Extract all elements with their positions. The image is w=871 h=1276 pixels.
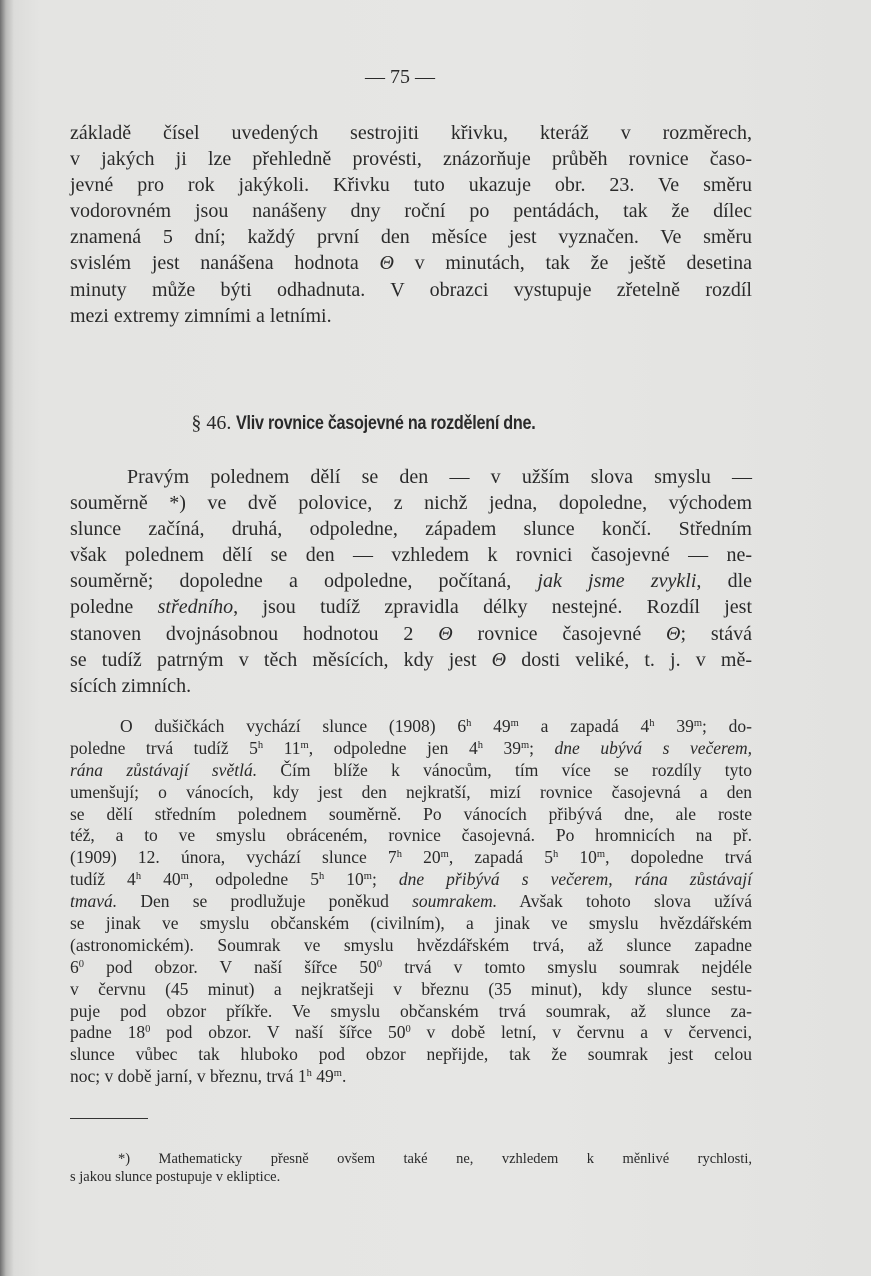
superscript-unit: h bbox=[135, 871, 142, 883]
text-run: 39 bbox=[654, 716, 694, 736]
text-run: 20 bbox=[401, 847, 441, 868]
text-line bbox=[70, 1001, 752, 1023]
superscript-unit: m bbox=[333, 1068, 342, 1080]
text-run: v době letní, v červnu a v červenci, bbox=[410, 1022, 753, 1043]
superscript-unit: h bbox=[477, 740, 483, 752]
text-line bbox=[70, 303, 752, 329]
paragraph-intro bbox=[70, 120, 752, 329]
paragraph-twilight-small-print bbox=[70, 716, 752, 1088]
text-line bbox=[70, 146, 752, 172]
text-run: souměrně; dopoledne a odpoledne, počítaná, bbox=[70, 570, 538, 593]
text-line bbox=[70, 825, 752, 847]
superscript-unit: m bbox=[520, 740, 530, 752]
superscript-unit: 0 bbox=[78, 959, 84, 971]
footnote bbox=[70, 1150, 752, 1186]
text-run: a zapadá 4 bbox=[518, 716, 650, 736]
text-line bbox=[70, 760, 752, 782]
superscript-unit: m bbox=[180, 871, 189, 883]
text-run: se dělí středním polednem souměrně. Po vánocích přibývá dne, ale roste bbox=[70, 803, 752, 824]
text-run: v jakých ji lze přehledně provésti, znázorňuje průběh rovnice časo- bbox=[70, 148, 752, 171]
superscript-unit: h bbox=[257, 740, 264, 752]
text-run: 10 bbox=[324, 869, 364, 890]
text-line bbox=[70, 716, 752, 738]
text-run: v červnu (45 minut) a nejkratšeji v březnu (35 minut), kdy slunce sestu- bbox=[70, 978, 752, 999]
superscript-unit: h bbox=[649, 718, 655, 730]
text-run: s jakou slunce postupuje v ekliptice. bbox=[70, 1169, 281, 1185]
italic-text: rána zůstávají světlá. bbox=[70, 759, 258, 780]
text-run: se jinak ve smyslu občanském (civilním), a jinak ve smyslu hvězdářském bbox=[70, 913, 752, 934]
text-run: ; stává bbox=[680, 622, 752, 645]
text-run: , jsou tudíž zpravidla délky nestejné. Rozdíl jest bbox=[233, 596, 752, 619]
text-run: 49 bbox=[311, 1066, 334, 1087]
text-run: se tudíž patrným v těch měsících, kdy jest bbox=[70, 648, 492, 671]
text-run: jevné pro rok jakýkoli. Křivku tuto ukazuje obr. 23. Ve směru bbox=[70, 174, 752, 197]
text-run: znamená 5 dní; každý první den měsíce jest vyznačen. Ve směru bbox=[70, 226, 752, 249]
text-line bbox=[70, 277, 752, 303]
text-run: mezi extremy zimními a letními. bbox=[70, 304, 332, 327]
section-number: § 46. bbox=[191, 412, 232, 434]
text-run: tudíž 4 bbox=[70, 869, 136, 890]
superscript-unit: 0 bbox=[376, 959, 383, 971]
superscript-unit: h bbox=[318, 871, 325, 883]
text-run: svislém jest nanášena hodnota bbox=[70, 252, 380, 275]
text-run: ; do- bbox=[702, 716, 752, 736]
text-run: , odpoledne jen 4 bbox=[308, 737, 478, 758]
text-line bbox=[70, 847, 752, 869]
text-run: vodorovném jsou nanášeny dny roční po pentádách, tak že dílec bbox=[70, 200, 752, 223]
italic-text: Θ bbox=[379, 252, 394, 275]
text-run: 10 bbox=[558, 847, 597, 868]
text-run: základě čísel uvedených sestrojiti křivku, kteráž v rozměrech, bbox=[70, 122, 752, 144]
text-line bbox=[70, 673, 752, 699]
text-run: poledne trvá tudíž 5 bbox=[70, 737, 258, 758]
text-line bbox=[70, 568, 752, 594]
superscript-unit: m bbox=[693, 718, 703, 730]
footnote-divider bbox=[70, 1118, 148, 1119]
text-line bbox=[70, 869, 752, 891]
text-run: však polednem dělí se den — vzhledem k rovnici časojevné — ne- bbox=[70, 544, 752, 567]
italic-text: Θ bbox=[491, 648, 507, 671]
superscript-unit: 0 bbox=[405, 1024, 411, 1036]
page-number: — 75 — bbox=[365, 66, 435, 88]
text-run: umenšují; o vánocích, kdy jest den nejkratší, mizí rovnice časojevná a den bbox=[70, 781, 752, 802]
text-run: dosti veliké, t. j. v mě- bbox=[506, 648, 752, 671]
superscript-unit: m bbox=[363, 871, 372, 883]
text-run: slunce začíná, druhá, odpoledne, západem slunce končí. Středním bbox=[70, 518, 752, 541]
italic-text: jak jsme zvykli bbox=[537, 570, 697, 593]
text-run: noc; v době jarní, v březnu, trvá 1 bbox=[70, 1066, 307, 1087]
text-line bbox=[70, 957, 752, 979]
text-run: (astronomickém). Soumrak ve smyslu hvězdářském trvá, až slunce zapadne bbox=[70, 934, 752, 955]
text-run: ; bbox=[371, 869, 399, 890]
italic-text: dne přibývá s večerem, rána zůstávají bbox=[398, 869, 752, 890]
text-run: , dle bbox=[696, 570, 752, 593]
superscript-unit: h bbox=[552, 849, 559, 861]
text-line bbox=[70, 782, 752, 804]
text-line bbox=[70, 250, 752, 276]
text-run: souměrně *) ve dvě polovice, z nichž jedna, dopoledne, východem bbox=[70, 492, 752, 515]
text-run: Avšak tohoto slova užívá bbox=[497, 891, 752, 912]
text-run: rovnice časojevné bbox=[452, 622, 667, 645]
text-run: O dušičkách vychází slunce (1908) 6 bbox=[120, 716, 467, 736]
italic-text: tmavá. bbox=[70, 891, 118, 912]
text-run: 11 bbox=[263, 737, 301, 758]
text-line bbox=[70, 542, 752, 568]
text-line bbox=[70, 490, 752, 516]
superscript-unit: h bbox=[396, 849, 402, 861]
text-run: , odpoledne 5 bbox=[188, 869, 319, 890]
text-line bbox=[70, 464, 752, 490]
text-run: slunce vůbec tak hluboko pod obzor nepřijde, tak že soumrak jest celou bbox=[70, 1044, 752, 1065]
text-run: 6 bbox=[70, 956, 79, 977]
italic-text: soumrakem. bbox=[412, 891, 498, 912]
text-line bbox=[70, 198, 752, 224]
text-line bbox=[70, 224, 752, 250]
text-run: pod obzor. V naší šířce 50 bbox=[150, 1022, 406, 1043]
text-run: . bbox=[341, 1066, 347, 1087]
text-line bbox=[70, 120, 752, 146]
italic-text: středního bbox=[157, 596, 234, 619]
paragraph-noon-division bbox=[70, 464, 752, 699]
section-title: Vliv rovnice časojevné na rozdělení dne. bbox=[236, 413, 536, 434]
text-line bbox=[70, 1168, 752, 1186]
text-run: 49 bbox=[471, 716, 511, 736]
section-heading bbox=[0, 412, 780, 435]
text-run: sících zimních. bbox=[70, 674, 192, 697]
text-run: 39 bbox=[482, 737, 521, 758]
italic-text: Θ bbox=[438, 622, 453, 645]
superscript-unit: m bbox=[596, 849, 606, 861]
text-run: (1909) 12. února, vychází slunce 7 bbox=[70, 847, 397, 868]
text-run: 40 bbox=[141, 869, 181, 890]
text-run: , dopoledne trvá bbox=[605, 847, 752, 868]
text-run: poledne bbox=[70, 596, 158, 619]
text-line bbox=[70, 516, 752, 542]
text-run: Pravým polednem dělí se den — v užším slova smyslu — bbox=[127, 466, 752, 488]
text-run: trvá v tomto smyslu soumrak nejdéle bbox=[382, 956, 753, 977]
superscript-unit: m bbox=[440, 849, 449, 861]
text-run: ; bbox=[529, 737, 555, 758]
text-run: minuty může býti odhadnuta. V obrazci vystupuje zřetelně rozdíl bbox=[70, 278, 752, 301]
italic-text: Θ bbox=[666, 622, 681, 645]
text-run: padne 18 bbox=[70, 1022, 146, 1043]
superscript-unit: m bbox=[510, 718, 519, 730]
text-run: Den se prodlužuje poněkud bbox=[117, 891, 413, 912]
text-line bbox=[70, 621, 752, 647]
text-line bbox=[70, 979, 752, 1001]
text-line bbox=[70, 1022, 752, 1044]
superscript-unit: h bbox=[306, 1068, 312, 1080]
text-run: též, a to ve smyslu obráceném, rovnice časojevná. Po hromnicích na př. bbox=[70, 825, 752, 846]
text-line bbox=[70, 1066, 752, 1088]
text-run: puje pod obzor příkře. Ve smyslu občanském trvá soumrak, až slunce za- bbox=[70, 1000, 752, 1021]
text-run: *) Mathematicky přesně ovšem také ne, vzhledem k měnlivé rychlosti, bbox=[118, 1151, 752, 1167]
text-run: Čím blíže k vánocům, tím více se rozdíly tyto bbox=[257, 759, 753, 780]
text-run: stanoven dvojnásobnou hodnotou 2 bbox=[70, 622, 439, 645]
superscript-unit: h bbox=[466, 718, 472, 730]
text-line bbox=[70, 891, 752, 913]
text-line bbox=[70, 172, 752, 198]
text-line bbox=[70, 1150, 752, 1168]
text-line bbox=[70, 647, 752, 673]
italic-text: dne ubývá s večerem, bbox=[554, 737, 752, 758]
superscript-unit: m bbox=[300, 740, 309, 752]
text-run: v minutách, tak že ještě desetina bbox=[393, 252, 752, 275]
text-line bbox=[70, 738, 752, 760]
text-line bbox=[70, 913, 752, 935]
text-run: , zapadá 5 bbox=[448, 847, 553, 868]
text-line bbox=[70, 594, 752, 620]
superscript-unit: 0 bbox=[145, 1024, 151, 1036]
text-run: pod obzor. V naší šířce 50 bbox=[84, 956, 377, 977]
text-line bbox=[70, 804, 752, 826]
text-line bbox=[70, 1044, 752, 1066]
text-line bbox=[70, 935, 752, 957]
